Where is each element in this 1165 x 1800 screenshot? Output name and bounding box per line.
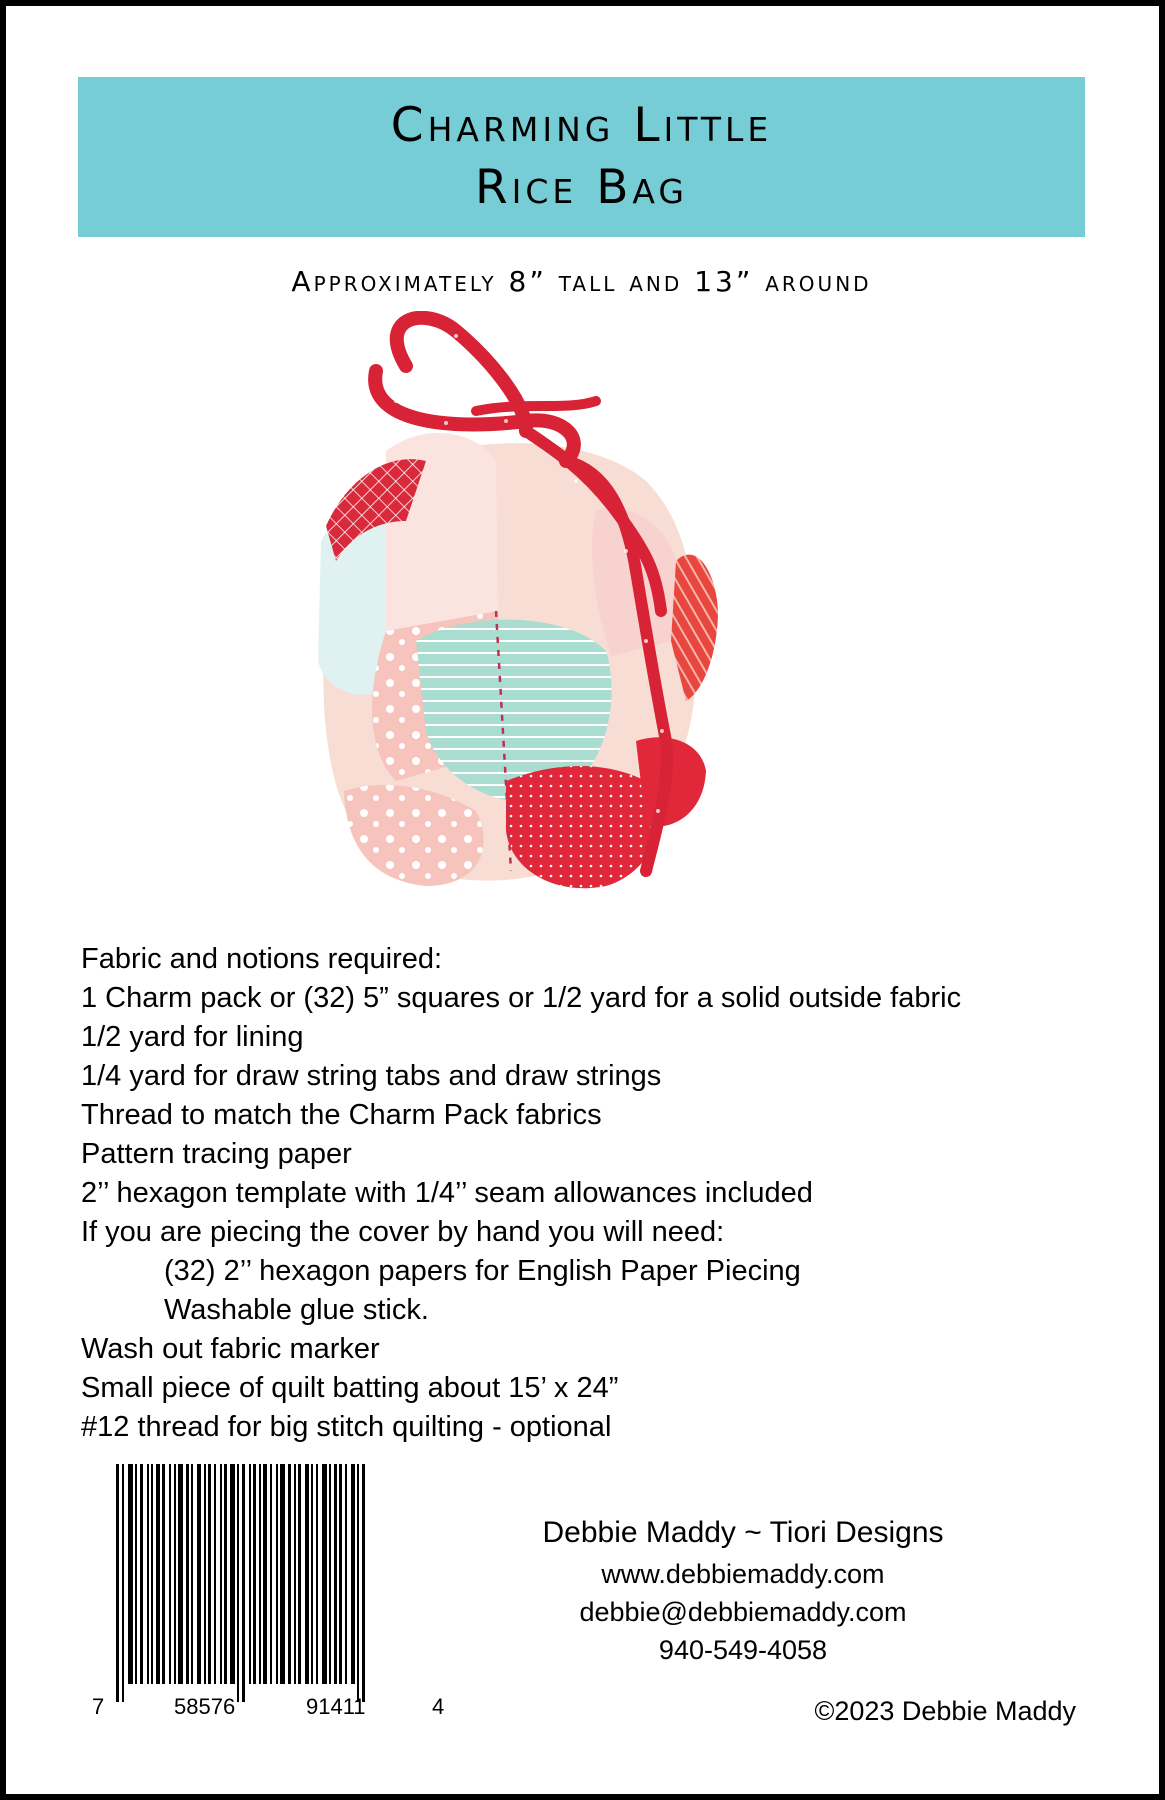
email-link[interactable]: debbie@debbiemaddy.com xyxy=(579,1597,907,1627)
barcode-bar xyxy=(116,1464,119,1702)
barcode-bar xyxy=(151,1464,153,1684)
rice-bag-photo xyxy=(226,311,866,966)
notion-item: Small piece of quilt batting about 15’ x 24” xyxy=(81,1372,619,1404)
upc-barcode xyxy=(114,1464,426,1702)
barcode-bar xyxy=(305,1464,309,1684)
barcode-bar xyxy=(242,1464,245,1702)
barcode-bar xyxy=(288,1464,291,1684)
barcode-bar xyxy=(270,1464,272,1684)
barcode-bar xyxy=(178,1464,183,1684)
notion-item: If you are piecing the cover by hand you will need: xyxy=(81,1216,725,1248)
barcode-bar xyxy=(276,1464,278,1684)
barcode-bar xyxy=(122,1464,124,1702)
barcode-bar xyxy=(140,1464,143,1684)
website-link[interactable]: www.debbiemaddy.com xyxy=(601,1559,885,1589)
barcode-bar xyxy=(334,1464,337,1684)
contact-block xyxy=(508,1511,978,1669)
barcode-bar xyxy=(214,1464,216,1684)
notions-heading: Fabric and notions required: xyxy=(81,943,443,975)
barcode-bar xyxy=(357,1464,359,1702)
barcode-bar xyxy=(345,1464,347,1684)
barcode-bar xyxy=(162,1464,165,1684)
designer-name: Debbie Maddy ~ Tiori Designs xyxy=(542,1516,944,1549)
barcode-bar xyxy=(351,1464,355,1684)
barcode-digits-group-2: 91411 xyxy=(306,1694,366,1719)
barcode-bar xyxy=(186,1464,189,1684)
barcode-bar xyxy=(263,1464,267,1684)
title-banner xyxy=(78,77,1085,237)
barcode-bar xyxy=(135,1464,137,1684)
barcode-bar xyxy=(329,1464,331,1684)
barcode-bar xyxy=(322,1464,327,1684)
barcode-bar xyxy=(197,1464,201,1684)
barcode-bar xyxy=(237,1464,239,1702)
notion-item: Thread to match the Charm Pack fabrics xyxy=(81,1099,602,1131)
notions-list xyxy=(81,940,1091,1447)
barcode-digits-group-1: 58576 xyxy=(174,1694,236,1719)
barcode-bar xyxy=(147,1464,149,1684)
barcode-bar xyxy=(169,1464,171,1684)
notion-item: 1/2 yard for lining xyxy=(81,1021,304,1053)
barcode-bar xyxy=(204,1464,206,1684)
barcode-bar xyxy=(220,1464,222,1684)
size-subtitle: Approximately 8” tall and 13” around xyxy=(291,265,872,298)
barcode-bar xyxy=(208,1464,211,1684)
barcode-bar xyxy=(362,1464,365,1702)
phone-number: 940-549-4058 xyxy=(658,1635,828,1665)
notion-item: Pattern tracing paper xyxy=(81,1138,352,1170)
barcode-bar xyxy=(253,1464,256,1684)
title-line-1: Charming Little xyxy=(390,98,773,153)
title-line-2: Rice Bag xyxy=(474,160,689,215)
barcode-bar xyxy=(174,1464,176,1684)
barcode-bar xyxy=(294,1464,296,1684)
barcode-bar xyxy=(191,1464,193,1684)
notion-subitem: (32) 2’’ hexagon papers for English Paper Piecing xyxy=(164,1255,801,1287)
barcode-bar xyxy=(316,1464,318,1684)
barcode-bar xyxy=(224,1464,227,1684)
barcode-bar xyxy=(249,1464,251,1684)
barcode-digit-left: 7 xyxy=(92,1694,105,1719)
notion-item: #12 thread for big stitch quilting - optional xyxy=(81,1411,612,1443)
barcode-bar xyxy=(156,1464,160,1684)
barcode-bar xyxy=(339,1464,342,1684)
barcode-bar xyxy=(298,1464,301,1684)
notion-item: 2’’ hexagon template with 1/4’’ seam allowances included xyxy=(81,1177,813,1209)
barcode-bar xyxy=(280,1464,285,1684)
notion-item: Wash out fabric marker xyxy=(81,1333,380,1365)
barcode-bar xyxy=(259,1464,261,1684)
notion-subitem: Washable glue stick. xyxy=(164,1294,429,1326)
copyright-notice: ©2023 Debbie Maddy xyxy=(814,1696,1076,1726)
barcode-bar xyxy=(311,1464,313,1684)
notion-item: 1/4 yard for draw string tabs and draw strings xyxy=(81,1060,662,1092)
barcode-digit-right: 4 xyxy=(432,1694,445,1719)
barcode-bar xyxy=(230,1464,235,1684)
barcode-bar xyxy=(128,1464,133,1684)
notion-item: 1 Charm pack or (32) 5” squares or 1/2 yard for a solid outside fabric xyxy=(81,982,962,1014)
